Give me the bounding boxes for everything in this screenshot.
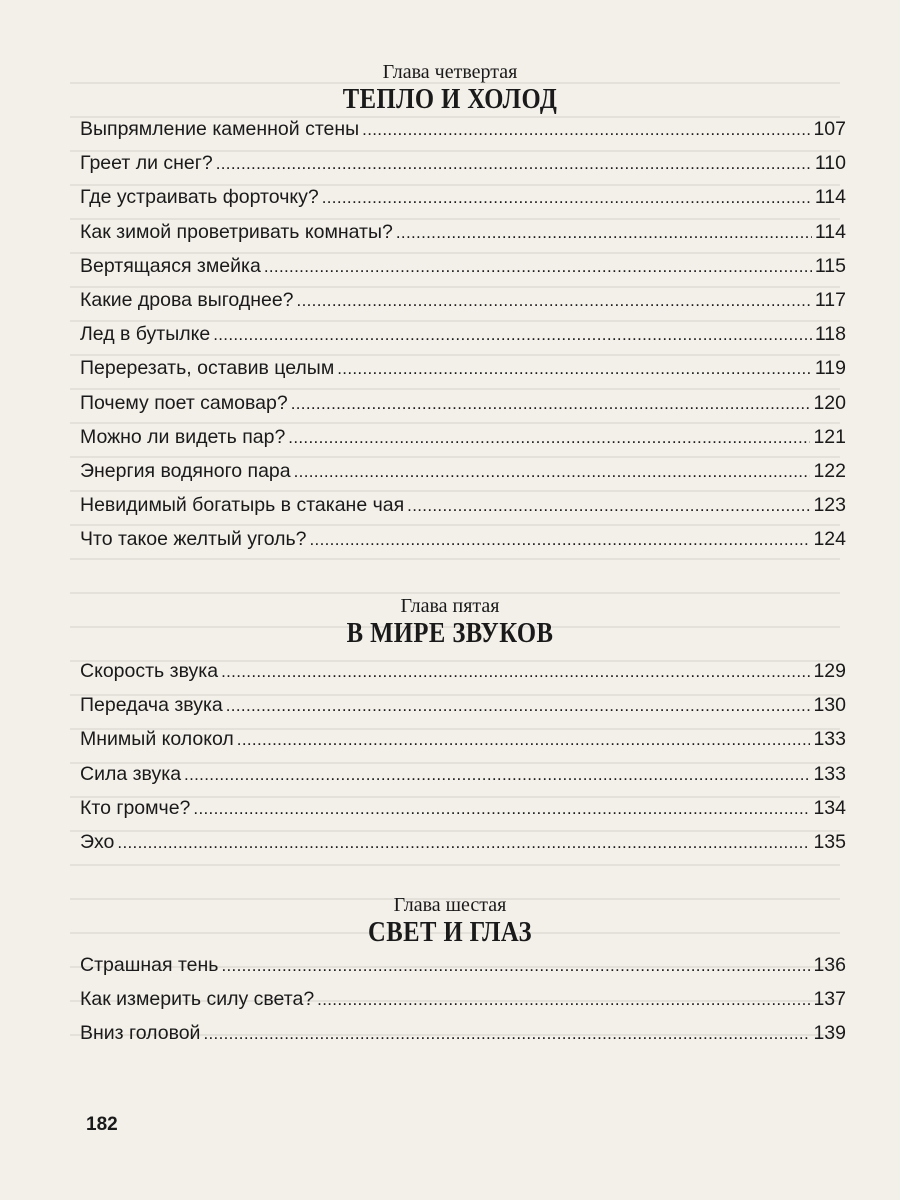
dot-leader <box>184 763 810 786</box>
dot-leader <box>317 988 810 1011</box>
entry-page: 120 <box>813 391 846 414</box>
entry-page: 121 <box>813 425 846 448</box>
toc-entry <box>80 831 846 865</box>
dot-leader <box>362 118 810 141</box>
toc-entry <box>80 323 846 357</box>
chapter-4-entries <box>80 118 846 562</box>
dot-leader <box>221 954 810 977</box>
toc-entry <box>80 426 846 460</box>
chapter-title: СВЕТ И ГЛАЗ <box>368 917 532 948</box>
toc-entry <box>80 357 846 391</box>
toc-entry <box>80 118 846 152</box>
entry-page: 114 <box>814 186 846 209</box>
entry-title: Перерезать, оставив целым <box>80 357 335 380</box>
entry-title: Невидимый богатырь в стакане чая <box>80 494 405 517</box>
dot-leader <box>288 426 810 449</box>
entry-page: 124 <box>813 528 846 551</box>
chapter-5-heading <box>0 594 900 650</box>
dot-leader <box>310 528 811 551</box>
toc-entry <box>80 152 846 186</box>
toc-entry <box>80 289 846 323</box>
entry-page: 115 <box>814 254 846 277</box>
chapter-label: Глава шестая <box>393 894 507 916</box>
entry-title: Греет ли снег? <box>80 152 213 175</box>
toc-entry <box>80 221 846 255</box>
dot-leader <box>193 797 810 820</box>
entry-title: Как измерить силу света? <box>80 988 315 1011</box>
chapter-title: ТЕПЛО И ХОЛОД <box>342 84 558 115</box>
dot-leader <box>297 289 812 312</box>
chapter-6-heading <box>0 893 900 949</box>
dot-leader <box>117 831 810 854</box>
dot-leader <box>221 660 810 683</box>
toc-entry <box>80 954 846 988</box>
entry-page: 133 <box>813 728 846 751</box>
toc-entry <box>80 460 846 494</box>
entry-page: 139 <box>813 1022 846 1045</box>
dot-leader <box>322 186 812 209</box>
toc-entry <box>80 988 846 1022</box>
entry-title: Что такое желтый уголь? <box>80 528 307 551</box>
entry-page: 117 <box>814 288 846 311</box>
chapter-label: Глава пятая <box>400 595 500 617</box>
entry-title: Сила звука <box>80 762 182 785</box>
entry-title: Вертящаяся змейка <box>80 254 261 277</box>
dot-leader <box>213 323 812 346</box>
entry-page: 123 <box>813 494 846 517</box>
chapter-4-heading <box>0 60 900 116</box>
entry-page: 136 <box>813 954 846 976</box>
chapter-title: В МИРЕ ЗВУКОВ <box>346 618 554 649</box>
entry-title: Мнимый колокол <box>80 728 234 751</box>
dot-leader <box>203 1022 810 1045</box>
chapter-label: Глава четвертая <box>382 61 518 83</box>
entry-title: Страшная тень <box>80 954 219 976</box>
entry-page: 134 <box>813 796 846 819</box>
entry-page: 137 <box>813 988 846 1011</box>
entry-title: Эхо <box>80 830 115 853</box>
entry-title: Где устраивать форточку? <box>80 186 319 209</box>
toc-entry <box>80 255 846 289</box>
dot-leader <box>337 357 812 380</box>
toc-entry <box>80 694 846 728</box>
chapter-6-entries <box>80 954 846 1057</box>
dot-leader <box>216 152 812 175</box>
toc-entry <box>80 763 846 797</box>
dot-leader <box>407 494 810 517</box>
entry-page: 129 <box>813 660 846 682</box>
entry-title: Можно ли видеть пар? <box>80 425 286 448</box>
toc-entry <box>80 1022 846 1056</box>
entry-page: 130 <box>813 694 846 717</box>
entry-page: 118 <box>814 323 846 346</box>
chapter-5-entries <box>80 660 846 865</box>
dot-leader <box>226 694 811 717</box>
toc-entry <box>80 528 846 562</box>
dot-leader <box>294 460 811 483</box>
toc-entry <box>80 797 846 831</box>
entry-page: 135 <box>813 830 846 853</box>
entry-title: Скорость звука <box>80 660 219 682</box>
entry-page: 133 <box>813 762 846 785</box>
toc-entry <box>80 186 846 220</box>
entry-page: 119 <box>814 357 846 380</box>
entry-title: Какие дрова выгоднее? <box>80 288 294 311</box>
entry-page: 110 <box>814 152 846 175</box>
dot-leader <box>264 255 812 278</box>
entry-title: Энергия водяного пара <box>80 459 291 482</box>
entry-title: Выпрямление каменной стены <box>80 118 360 140</box>
dot-leader <box>396 221 812 244</box>
entry-page: 114 <box>814 220 846 243</box>
entry-page: 107 <box>813 118 846 140</box>
entry-page: 122 <box>813 459 846 482</box>
toc-entry <box>80 392 846 426</box>
page-number: 182 <box>86 1114 118 1135</box>
entry-title: Как зимой проветривать комнаты? <box>80 220 393 243</box>
entry-title: Передача звука <box>80 694 223 717</box>
entry-title: Почему поет самовар? <box>80 391 288 414</box>
entry-title: Лед в бутылке <box>80 323 211 346</box>
dot-leader <box>291 392 811 415</box>
toc-entry <box>80 494 846 528</box>
entry-title: Кто громче? <box>80 796 191 819</box>
dot-leader <box>237 728 811 751</box>
entry-title: Вниз головой <box>80 1022 201 1045</box>
toc-entry <box>80 660 846 694</box>
toc-entry <box>80 728 846 762</box>
